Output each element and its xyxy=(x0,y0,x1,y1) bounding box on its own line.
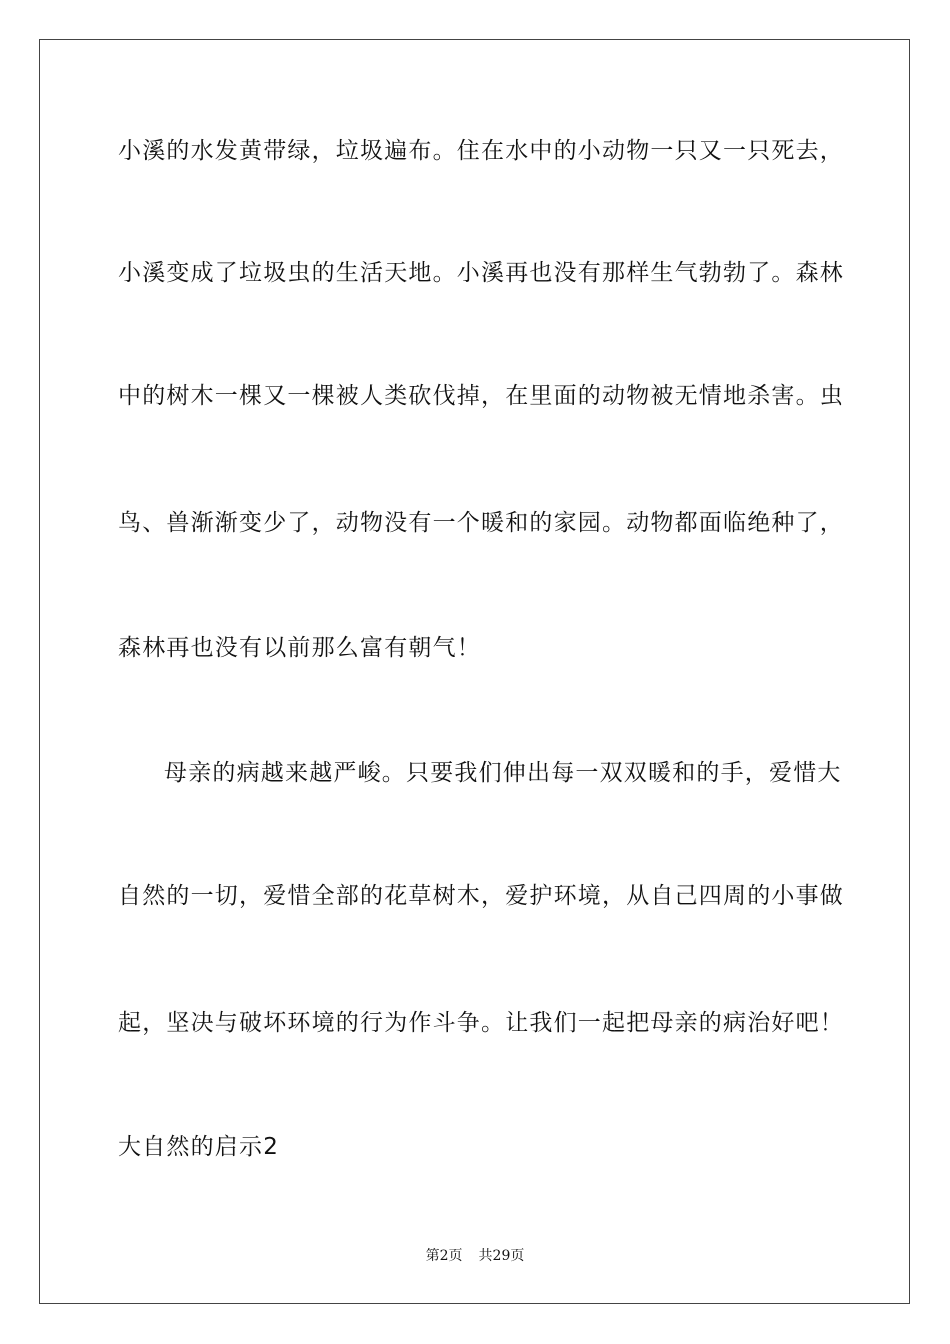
paragraph-line: 小溪的水发黄带绿，垃圾遍布。住在水中的小动物一只又一只死去， xyxy=(118,138,844,164)
section-heading: 大自然的启示2 xyxy=(118,1134,280,1160)
paragraph-line: 起，坚决与破坏环境的行为作斗争。让我们一起把母亲的病治好吧！ xyxy=(118,1010,844,1036)
paragraph-line: 自然的一切，爱惜全部的花草树木，爱护环境，从自己四周的小事做 xyxy=(118,883,844,909)
paragraph-line: 母亲的病越来越严峻。只要我们伸出每一双双暖和的手，爱惜大 xyxy=(164,760,842,786)
paragraph-line: 鸟、兽渐渐变少了，动物没有一个暖和的家园。动物都面临绝种了， xyxy=(118,510,844,536)
paragraph-line: 森林再也没有以前那么富有朝气！ xyxy=(118,635,481,661)
page-total: 共29页 xyxy=(478,1248,525,1264)
page-border xyxy=(39,39,910,1304)
page-number: 第2页 xyxy=(425,1248,463,1264)
page-footer xyxy=(0,1247,950,1265)
paragraph-line: 中的树木一棵又一棵被人类砍伐掉，在里面的动物被无情地杀害。虫 xyxy=(118,383,844,409)
paragraph-line: 小溪变成了垃圾虫的生活天地。小溪再也没有那样生气勃勃了。森林 xyxy=(118,260,844,286)
